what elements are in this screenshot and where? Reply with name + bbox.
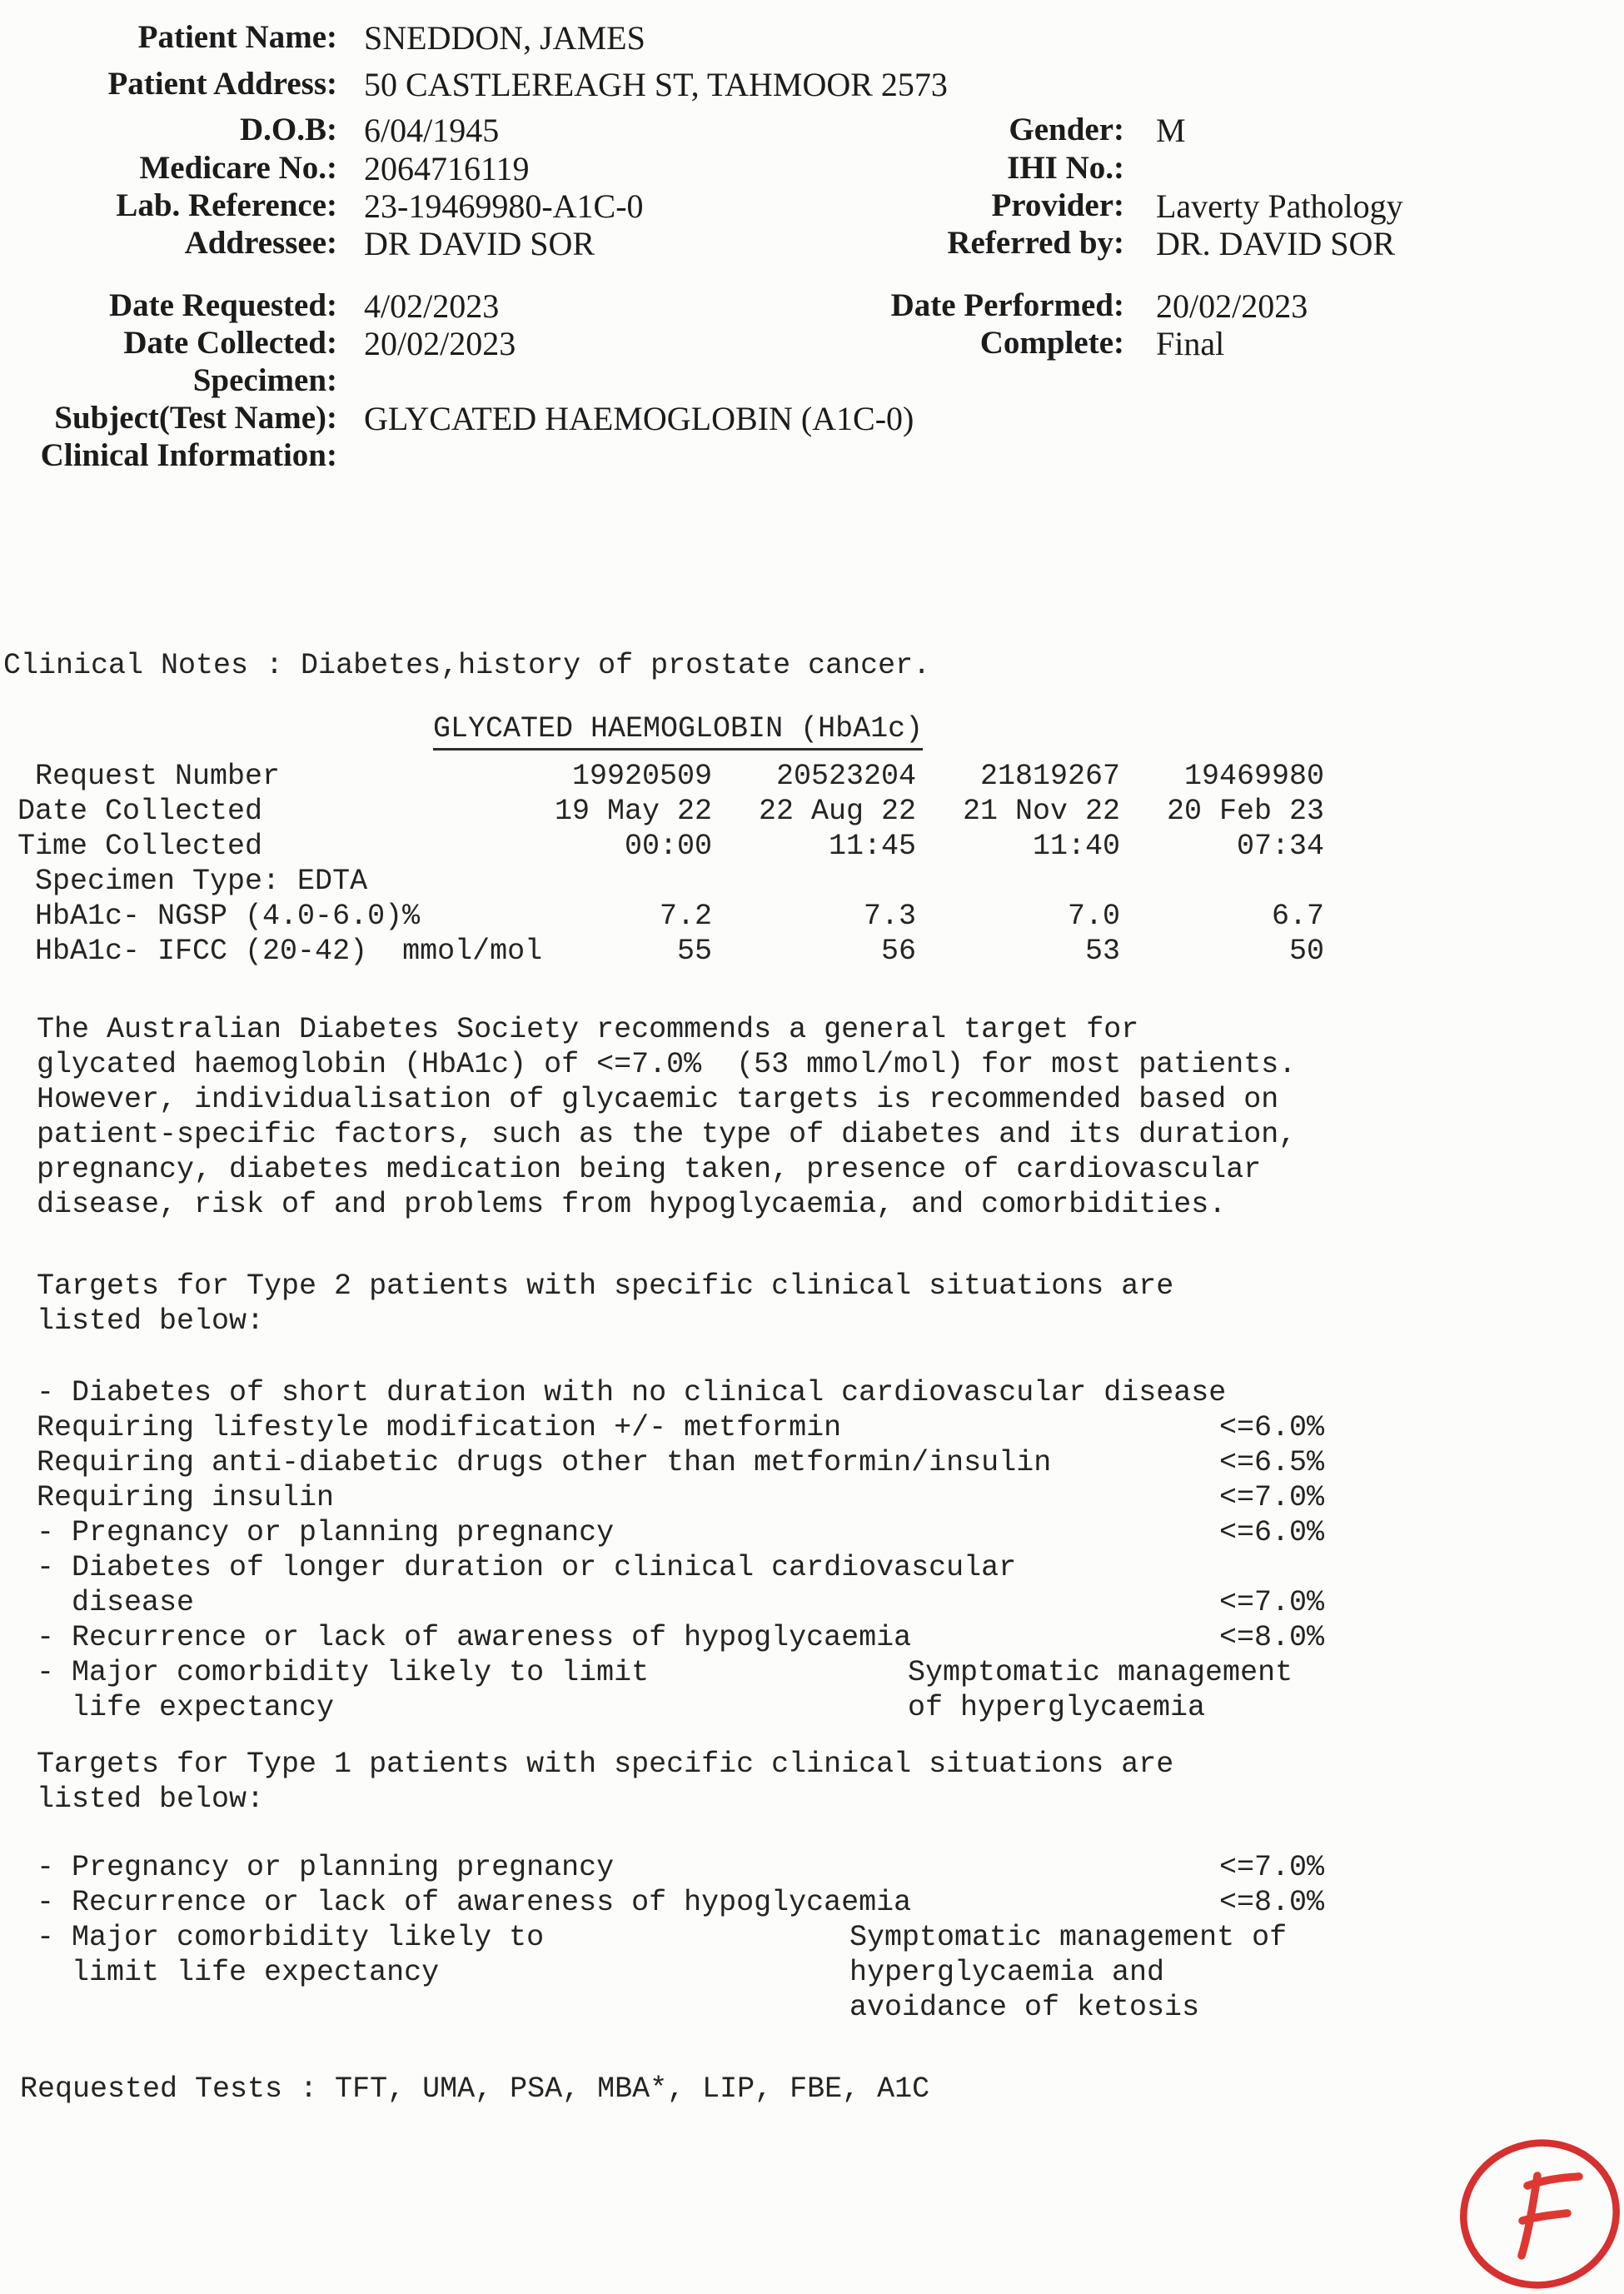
row-label: HbA1c- NGSP (4.0-6.0)% [0,900,421,933]
gender-value: M [1156,112,1186,149]
type1-targets-list [37,1850,1324,2025]
table-cell: 11:40 [1032,830,1120,863]
patient-address-label: Patient Address: [107,66,337,102]
table-cell: 7.0 [1067,900,1120,933]
target-value: <=6.0% [1218,1411,1324,1444]
table-cell: 20 Feb 23 [1166,795,1324,828]
item-text: life expectancy [37,1691,335,1724]
provider-value: Laverty Pathology [1156,187,1403,225]
target-item [37,1955,1324,1990]
target-item [37,1480,1324,1515]
intro-line: listed below: [37,1304,265,1338]
table-cell: 53 [1084,935,1120,968]
table-cell: 21 Nov 22 [962,795,1120,828]
requested-tests-line: Requested Tests : TFT, UMA, PSA, MBA*, LIP, FBE, A1C [20,2072,930,2106]
item-text: - Diabetes of longer duration or clinical cardiovascular [37,1551,1017,1584]
item-text: Requiring anti-diabetic drugs other than metformin/insulin [37,1446,1052,1479]
table-cell [1120,864,1324,899]
table-cell: 19469980 [1183,760,1324,793]
table-cell: 7.2 [659,900,712,933]
paragraph-line: disease, risk of and problems from hypoglycaemia, and comorbidities. [37,1188,1227,1221]
patient-name-value: SNEDDON, JAMES [364,19,645,57]
date-collected-label: Date Collected: [123,325,337,361]
target-value: <=7.0% [1218,1851,1324,1884]
target-item [37,1885,1324,1920]
header-row [0,65,1624,111]
management-note: Symptomatic management [908,1656,1293,1689]
item-text: limit life expectancy [37,1956,440,1989]
header-row [0,187,1624,224]
management-note: avoidance of ketosis [849,1991,1200,2024]
provider-label: Provider: [991,187,1124,223]
target-item [37,1990,1324,2025]
table-cell [712,864,916,899]
lab-reference-label: Lab. Reference: [116,187,337,223]
item-text: - Diabetes of short duration with no clinical cardiovascular disease [37,1376,1227,1409]
table-cell: 11:45 [828,830,916,863]
subject-test-name-label: Subject(Test Name): [54,400,337,436]
red-circle-annotation [1456,2137,1624,2294]
target-item [37,1690,1324,1725]
target-item [37,1515,1324,1550]
subject-test-name-value: GLYCATED HAEMOGLOBIN (A1C-0) [364,400,914,437]
referred-by-value: DR. DAVID SOR [1156,225,1396,262]
table-cell: 22 Aug 22 [758,795,916,828]
header-row [0,436,1624,474]
table-cell: 07:34 [1236,830,1324,863]
table-cell: 55 [676,935,712,968]
target-item [37,1920,1324,1955]
complete-value: Final [1156,325,1225,362]
row-label: Request Number [0,760,281,793]
row-label: HbA1c- IFCC (20-42) mmol/mol [0,935,543,968]
type2-targets-list [37,1375,1324,1725]
paragraph-line: patient-specific factors, such as the type of diabetes and its duration, [37,1118,1297,1151]
gender-label: Gender: [1009,112,1124,147]
table-cell: 7.3 [863,900,916,933]
management-note: hyperglycaemia and [849,1956,1165,1989]
target-item [37,1375,1324,1410]
item-text: disease [37,1586,195,1619]
header-row [0,287,1624,324]
ihi-label: IHI No.: [1007,150,1124,186]
item-text: Requiring insulin [37,1481,335,1514]
complete-label: Complete: [979,325,1124,361]
medicare-value: 2064716119 [364,150,530,187]
table-cell [550,864,712,899]
target-item [37,1585,1324,1620]
commentary-paragraph [37,1012,1624,1222]
referred-by-label: Referred by: [947,225,1124,261]
row-label: Date Collected [0,795,263,828]
target-value: <=8.0% [1218,1886,1324,1919]
intro-line: listed below: [37,1783,265,1816]
addressee-label: Addressee: [184,225,337,261]
item-text: - Pregnancy or planning pregnancy [37,1516,615,1549]
table-cell: 21819267 [979,760,1120,793]
table-cell: 56 [880,935,916,968]
item-text: Requiring lifestyle modification +/- metformin [37,1411,842,1444]
medicare-label: Medicare No.: [139,150,337,186]
row-label: Specimen Type: EDTA [0,865,368,898]
header-row [0,399,1624,436]
paragraph-line: However, individualisation of glycaemic targets is recommended based on [37,1083,1279,1116]
item-text: - Major comorbidity likely to [37,1921,545,1954]
table-cell: 50 [1288,935,1324,968]
table-cell: 00:00 [624,830,712,863]
table-cell [916,864,1120,899]
table-cell: 19 May 22 [554,795,712,828]
type1-intro [37,1747,1624,1817]
results-title-row [433,711,1624,751]
paragraph-line: glycated haemoglobin (HbA1c) of <=7.0% (53 mmol/mol) for most patients. [37,1048,1297,1081]
clinical-information-label: Clinical Information: [40,437,337,473]
paragraph-line: The Australian Diabetes Society recommends a general target for [37,1013,1139,1046]
item-text: - Pregnancy or planning pregnancy [37,1851,615,1884]
type2-intro [37,1269,1624,1339]
target-item [37,1445,1324,1480]
addressee-value: DR DAVID SOR [364,225,595,262]
results-title: GLYCATED HAEMOGLOBIN (HbA1c) [433,711,923,751]
results-table [0,759,1624,969]
intro-line: Targets for Type 2 patients with specific clinical situations are [37,1269,1174,1303]
target-value: <=7.0% [1218,1586,1324,1619]
target-item [37,1550,1324,1585]
target-item [37,1620,1324,1655]
item-text: - Recurrence or lack of awareness of hypoglycaemia [37,1886,912,1919]
target-value: <=8.0% [1218,1621,1324,1654]
table-cell: 19920509 [571,760,712,793]
header-row [0,324,1624,362]
specimen-label: Specimen: [192,362,337,398]
table-cell: 20523204 [775,760,916,793]
target-value: <=7.0% [1218,1481,1324,1514]
target-item [37,1410,1324,1445]
item-text: - Recurrence or lack of awareness of hypoglycaemia [37,1621,912,1654]
date-performed-value: 20/02/2023 [1156,287,1308,325]
table-cell: 6.7 [1271,900,1324,933]
date-collected-value: 20/02/2023 [364,325,516,362]
paragraph-line: pregnancy, diabetes medication being taken, presence of cardiovascular [37,1153,1262,1186]
header-row [0,149,1624,187]
item-text: - Major comorbidity likely to limit [37,1656,650,1689]
target-value: <=6.0% [1218,1516,1324,1549]
target-item [37,1850,1324,1885]
patient-header [0,18,1624,262]
patient-address-value: 50 CASTLEREAGH ST, TAHMOOR 2573 [364,66,948,103]
target-value: <=6.5% [1218,1446,1324,1479]
header-row [0,362,1624,399]
clinical-notes-line: Clinical Notes : Diabetes,history of prostate cancer. [3,649,931,682]
management-note: of hyperglycaemia [908,1691,1206,1724]
date-requested-value: 4/02/2023 [364,287,500,325]
patient-name-label: Patient Name: [137,19,337,55]
request-header [0,287,1624,474]
header-row [0,224,1624,262]
dob-label: D.O.B: [240,112,337,147]
target-item [37,1655,1324,1690]
intro-line: Targets for Type 1 patients with specific clinical situations are [37,1748,1174,1781]
report-body [0,648,1624,2107]
lab-reference-value: 23-19469980-A1C-0 [364,187,644,225]
dob-value: 6/04/1945 [364,112,500,149]
management-note: Symptomatic management of [849,1921,1288,1954]
letter-f-icon [1522,2176,1579,2256]
date-performed-label: Date Performed: [890,287,1124,323]
header-row [0,18,1624,65]
date-requested-label: Date Requested: [108,287,337,323]
row-label: Time Collected [0,830,263,863]
header-row [0,111,1624,149]
